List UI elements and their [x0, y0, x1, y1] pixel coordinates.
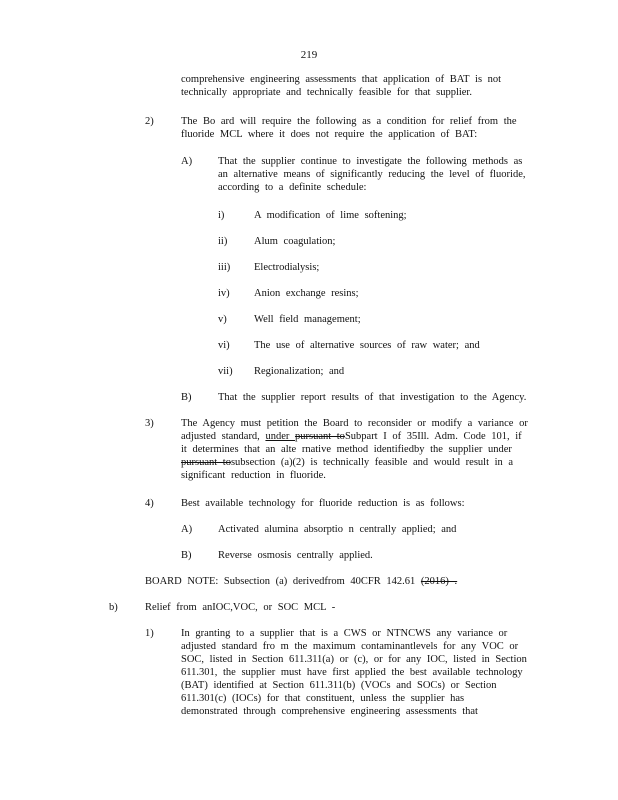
text-line: adjusted standard fro m the maximum contaminantlevels for any VOC or: [181, 641, 519, 652]
method-text: A modification of lime softening;: [254, 210, 407, 221]
item-4-label: 4): [145, 498, 154, 509]
text-line: comprehensive engineering assessments that application of BAT is not: [181, 74, 502, 85]
method-label: ii): [218, 236, 228, 247]
item-2a-label: A): [181, 156, 193, 167]
text-line: an alternative means of significantly reducing the level of fluoride,: [218, 169, 526, 180]
method-text: Electrodialysis;: [254, 262, 320, 273]
item-4b-label: B): [181, 550, 192, 561]
method-label: v): [218, 314, 227, 325]
item-2b-text: That the supplier report results of that investigation to the Agency.: [218, 392, 527, 403]
text-line: SOC, listed in Section 611.311(a) or (c), or for any IOC, listed in Section: [181, 654, 527, 665]
item-2-text: [181, 115, 517, 141]
item-4b-text: Reverse osmosis centrally applied.: [218, 550, 373, 561]
struck-text: (2016) .: [420, 576, 458, 587]
text-line: significant reduction in fluoride.: [181, 470, 326, 481]
struck-text: pursuant to: [181, 457, 231, 468]
page-number: 219: [300, 49, 318, 61]
text-line: That the supplier continue to investigate the following methods as: [218, 156, 523, 167]
item-3-label: 3): [145, 418, 154, 429]
item-4-text: Best available technology for fluoride reduction is as follows:: [181, 498, 465, 509]
text-line: The Bo ard will require the following as a condition for relief from the: [181, 116, 517, 127]
method-text: The use of alternative sources of raw water; and: [254, 340, 480, 351]
text-run: Subpart I of 35Ill. Adm. Code 101, if: [344, 431, 522, 442]
item-b1-label: 1): [145, 628, 154, 639]
method-label: iii): [218, 262, 231, 273]
item-4a-label: A): [181, 524, 193, 535]
item-2b-label: B): [181, 392, 192, 403]
inserted-text: under: [265, 431, 295, 442]
item-4a-text: Activated alumina absorptio n centrally applied; and: [218, 524, 457, 535]
text-run: adjusted standard,: [181, 431, 266, 442]
method-text: Anion exchange resins;: [254, 288, 359, 299]
method-text: Well field management;: [254, 314, 361, 325]
text-line: [181, 456, 528, 469]
text-run: subsection (a)(2) is technically feasible and would result in a: [230, 457, 514, 468]
text-line: according to a definite schedule:: [218, 182, 367, 193]
item-2a-text: [218, 155, 525, 194]
intro-paragraph: [181, 73, 501, 99]
text-line: [181, 430, 528, 443]
item-3-text: [181, 417, 528, 482]
method-text: Regionalization; and: [254, 366, 345, 377]
text-line: fluoride MCL where it does not require the application of BAT:: [181, 129, 478, 140]
text-line: it determines that an alte rnative method identifiedby the supplier under: [181, 444, 512, 455]
item-b1-text: [181, 627, 527, 718]
section-b-label: b): [109, 602, 118, 613]
text-line: technically appropriate and technically feasible for that supplier.: [181, 87, 472, 98]
board-note: [145, 575, 457, 588]
section-b-heading: Relief from anIOC,VOC, or SOC MCL -: [145, 602, 336, 613]
method-label: vi): [218, 340, 230, 351]
text-line: In granting to a supplier that is a CWS or NTNCWS any variance or: [181, 628, 508, 639]
text-line: 611.301(c) (IOCs) for that constituent, unless the supplier has: [181, 693, 465, 704]
method-label: vii): [218, 366, 233, 377]
text-line: The Agency must petition the Board to reconsider or modify a variance or: [181, 418, 528, 429]
method-label: iv): [218, 288, 230, 299]
text-line: 611.301, the supplier must have first applied the best available technology: [181, 667, 523, 678]
struck-text: pursuant to: [294, 431, 345, 442]
text-line: (BAT) identified at Section 611.311(b) (VOCs and SOCs) or Section: [181, 680, 497, 691]
board-note-text: BOARD NOTE: Subsection (a) derivedfrom 40CFR 142.61: [145, 576, 421, 587]
text-line: demonstrated through comprehensive engineering assessments that: [181, 706, 478, 717]
method-text: Alum coagulation;: [254, 236, 336, 247]
item-2-label: 2): [145, 116, 154, 127]
method-label: i): [218, 210, 225, 221]
